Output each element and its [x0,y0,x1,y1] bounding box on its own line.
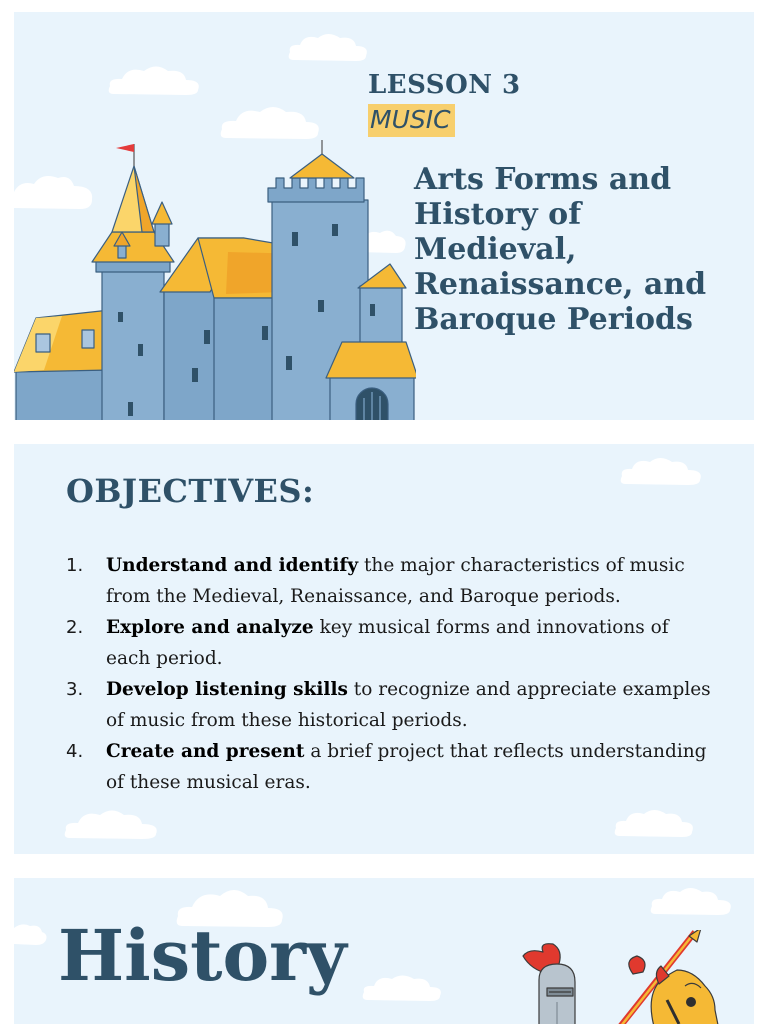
history-heading: History [58,914,347,997]
list-item [66,736,716,798]
title-panel [14,12,754,420]
cloud-icon [612,806,696,840]
objective-keyword: Develop listening skills [106,679,348,700]
subject-label: MUSIC [368,104,455,137]
objective-text: key musical forms and innovations of each period. [106,617,669,669]
cloud-icon [360,972,444,1004]
list-number: 4. [66,741,84,762]
cloud-icon [286,30,370,64]
objective-text: a brief project that reflects understanding of these musical eras. [106,741,707,793]
list-number: 2. [66,617,84,638]
page-title: Arts Forms and History of Medieval, Renaissance, and Baroque Periods [414,162,707,337]
cloud-icon [62,806,160,842]
objective-text: the major characteristics of music from the Medieval, Renaissance, and Baroque periods. [106,555,685,607]
castle-illustration [14,140,416,420]
list-number: 1. [66,555,84,576]
objective-keyword: Explore and analyze [106,617,314,638]
history-panel [14,878,754,1024]
cloud-icon [218,102,322,142]
lesson-label: LESSON 3 [368,70,521,100]
cloud-icon [618,454,704,488]
objectives-heading: OBJECTIVES: [66,472,315,510]
cloud-icon [106,62,202,98]
objectives-panel [14,444,754,854]
knight-illustration [509,930,729,1024]
objective-text: to recognize and appreciate examples of music from these historical periods. [106,679,711,731]
list-number: 3. [66,679,84,700]
cloud-icon [648,884,734,918]
objective-keyword: Create and present [106,741,305,762]
objective-keyword: Understand and identify [106,555,359,576]
cloud-icon [14,918,48,948]
list-item [66,612,716,674]
objectives-list [66,550,716,798]
list-item [66,550,716,612]
list-item [66,674,716,736]
